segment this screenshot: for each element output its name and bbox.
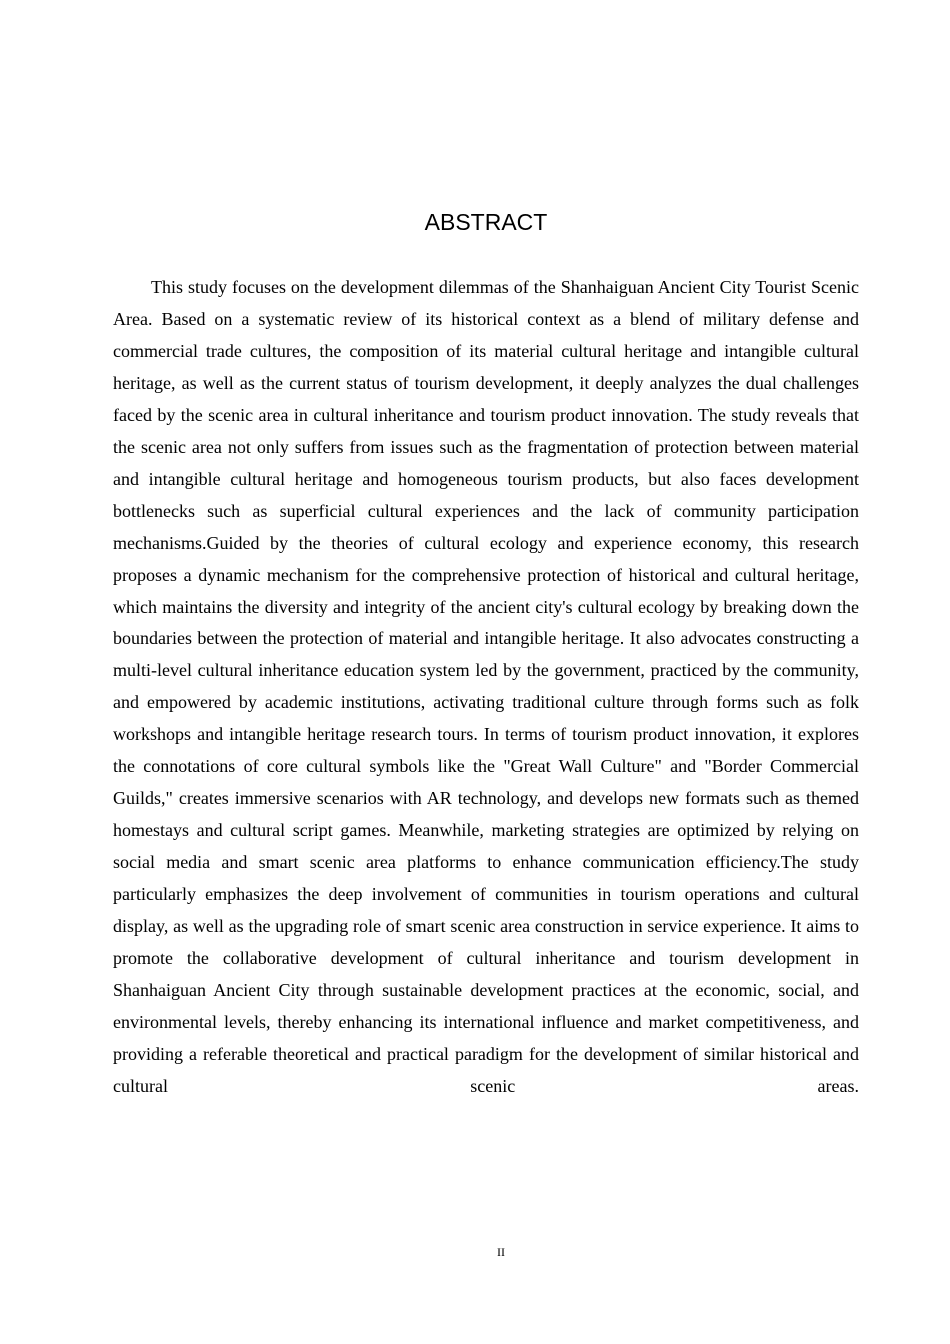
page-number: II [497, 1245, 505, 1259]
abstract-body: This study focuses on the development dilemmas of the Shanhaiguan Ancient City Tourist Scenic Area. Based on a systematic review of its historical context as a blend of military defense and commercial trade cultures, the composition of its material cultural heritage and intangible cultural heritage, as well as the current status of tourism development, it deeply analyzes the dual challenges faced by the scenic area in cultural inheritance and tourism product innovation. The study reveals that the scenic area not only suffers from issues such as the fragmentation of protection between material and intangible cultural heritage and homogeneous tourism products, but also faces development bottlenecks such as superficial cultural experiences and the lack of community participation mechanisms.Guided by the theories of cultural ecology and experience economy, this research proposes a dynamic mechanism for the comprehensive protection of historical and cultural heritage, which maintains the diversity and integrity of the ancient city's cultural ecology by breaking down the boundaries between the protection of material and intangible heritage. It also advocates constructing a multi-level cultural inheritance education system led by the government, practiced by the community, and empowered by academic institutions, activating traditional culture through forms such as folk workshops and intangible heritage research tours. In terms of tourism product innovation, it explores the connotations of core cultural symbols like the "Great Wall Culture" and "Border Commercial Guilds," creates immersive scenarios with AR technology, and develops new formats such as themed homestays and cultural script games. Meanwhile, marketing strategies are optimized by relying on social media and smart scenic area platforms to enhance communication efficiency.The study particularly emphasizes the deep involvement of communities in tourism operations and cultural display, as well as the upgrading role of smart scenic area construction in service experience. It aims to promote the collaborative development of cultural inheritance and tourism development in Shanhaiguan Ancient City through sustainable development practices at the economic, social, and environmental levels, thereby enhancing its international influence and market competitiveness, and providing a referable theoretical and practical paradigm for the development of similar historical and cultural scenic areas. [113, 277, 859, 1096]
abstract-title: ABSTRACT [424, 209, 548, 235]
